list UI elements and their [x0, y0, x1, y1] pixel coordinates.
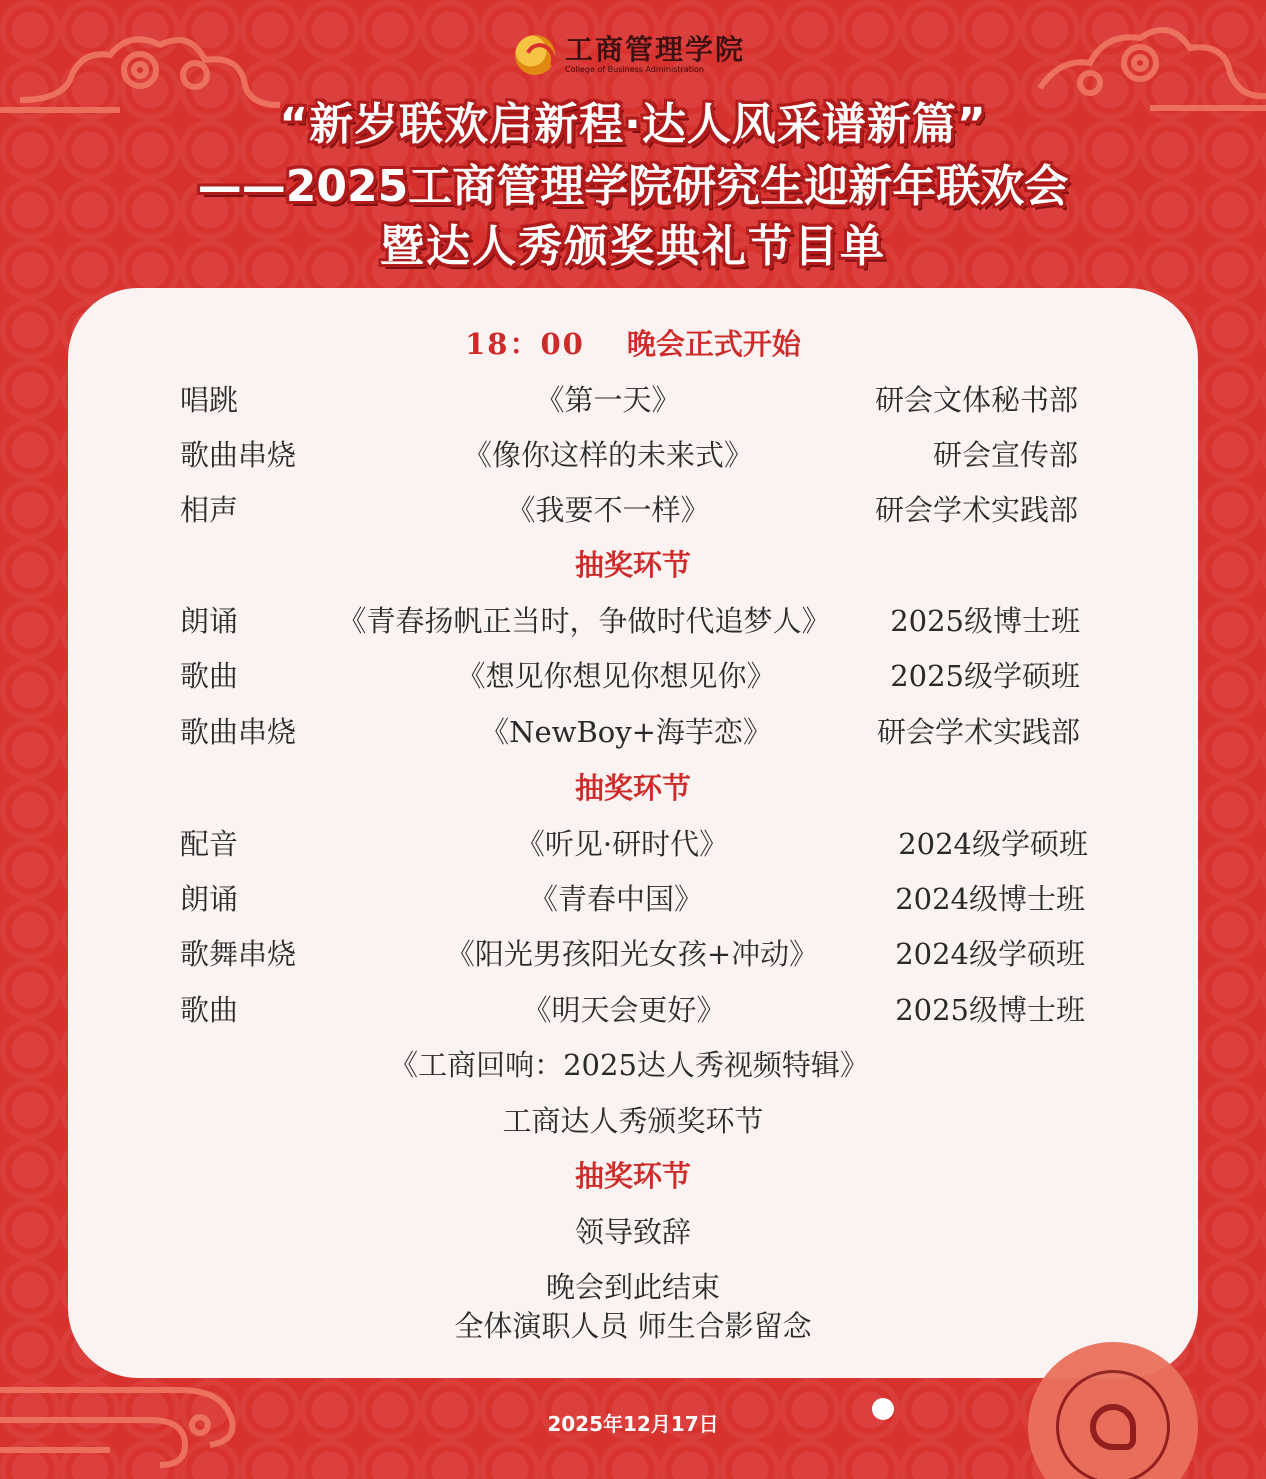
act-title: 《我要不一样》: [506, 493, 710, 527]
title-line-2: ——2025工商管理学院研究生迎新年联欢会: [197, 161, 1069, 212]
closing-line: 晚会到此结束: [545, 1270, 720, 1304]
program-row: [68, 380, 1198, 420]
start-time: 18：00: [465, 327, 585, 361]
act-type: 朗诵: [180, 882, 239, 916]
title-line-3: 暨达人秀颁奖典礼节目单: [380, 221, 886, 272]
act-title: 《想见你想见你想见你》: [456, 659, 776, 693]
act-type: 歌曲: [180, 659, 239, 693]
program-row: [68, 824, 1198, 864]
start-line: [68, 324, 1198, 364]
logo-chinese: 工商管理学院: [565, 33, 746, 66]
start-label: 晚会正式开始: [626, 327, 801, 361]
lottery-segment-2: 抽奖环节: [574, 771, 691, 805]
act-title: 《阳光男孩阳光女孩+冲动》: [445, 937, 819, 971]
program-row: [68, 435, 1198, 475]
act-type: 歌曲: [180, 993, 239, 1027]
leader-speech: 领导致辞: [574, 1215, 691, 1249]
act-type: 唱跳: [180, 383, 239, 417]
act-performer: 2024级学硕班: [895, 937, 1085, 971]
logo-english: College of Business Administration: [565, 65, 705, 74]
act-type: 朗诵: [180, 604, 239, 638]
event-date: 2025年12月17日: [547, 1412, 719, 1436]
act-performer: 研会文体秘书部: [874, 383, 1078, 417]
college-logo: [515, 28, 775, 82]
act-type: 相声: [180, 493, 239, 527]
act-performer: 2024级博士班: [895, 882, 1085, 916]
act-performer: 研会宣传部: [932, 438, 1078, 472]
program-row: [68, 934, 1198, 974]
act-performer: 2024级学硕班: [898, 827, 1088, 861]
program-row: [68, 712, 1198, 752]
act-title: 《第一天》: [535, 383, 681, 417]
act-title: 《青春扬帆正当时，争做时代追梦人》: [337, 604, 831, 638]
program-row: [68, 490, 1198, 530]
group-photo-line: 全体演职人员 师生合影留念: [454, 1309, 812, 1343]
act-performer: 研会学术实践部: [876, 715, 1080, 749]
act-type: 歌曲串烧: [180, 715, 297, 749]
program-card: [68, 288, 1198, 1378]
logo-text: [565, 35, 745, 75]
act-performer: 2025级博士班: [895, 993, 1085, 1027]
award-segment: 工商达人秀颁奖环节: [502, 1104, 764, 1138]
act-title: 《青春中国》: [528, 882, 704, 916]
act-performer: 2025级博士班: [890, 604, 1080, 638]
program-row: [68, 879, 1198, 919]
act-performer: 2025级学硕班: [890, 659, 1080, 693]
act-type: 歌曲串烧: [180, 438, 297, 472]
act-type: 歌舞串烧: [180, 937, 297, 971]
lottery-segment-3: 抽奖环节: [574, 1159, 691, 1193]
program-row: [68, 601, 1198, 641]
act-title: 《像你这样的未来式》: [462, 438, 754, 472]
act-performer: 研会学术实践部: [874, 493, 1078, 527]
act-title: 《听见·研时代》: [515, 827, 729, 861]
act-type: 配音: [180, 827, 239, 861]
act-title: 《明天会更好》: [522, 993, 726, 1027]
act-title: 《NewBoy+海芋恋》: [480, 715, 772, 749]
lottery-segment-1: 抽奖环节: [574, 548, 691, 582]
college-emblem-icon: [515, 35, 555, 75]
program-row: [68, 990, 1198, 1030]
video-segment: 《工商回响：2025达人秀视频特辑》: [389, 1048, 869, 1082]
program-row: [68, 656, 1198, 696]
title-line-1: “新岁联欢启新程·达人风采谱新篇”: [279, 99, 987, 150]
